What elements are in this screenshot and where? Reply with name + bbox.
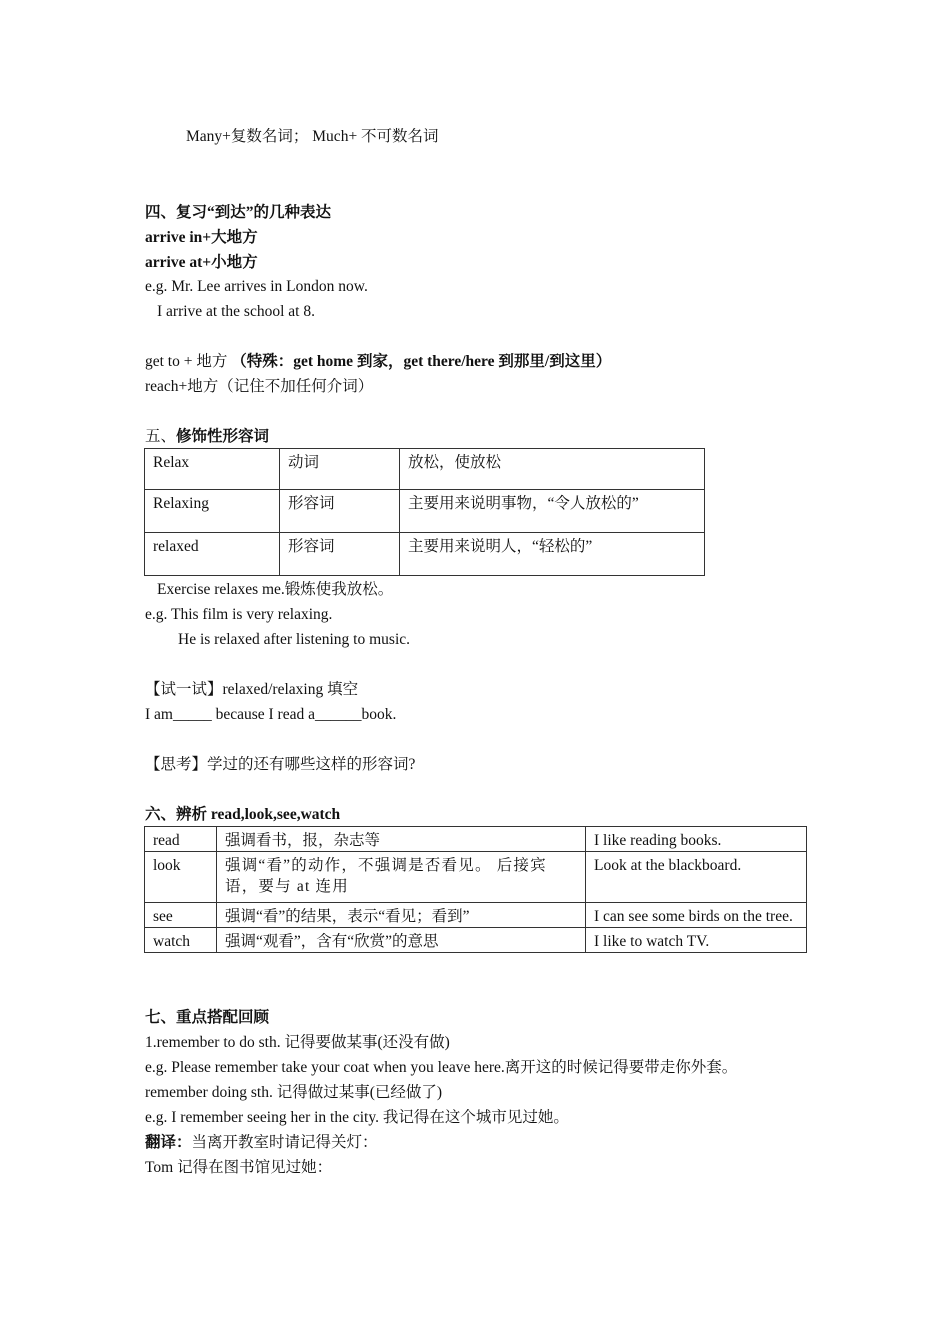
section-4-heading: 四、复习“到达”的几种表达 <box>145 204 332 221</box>
think-prompt: 【思考】学过的还有哪些这样的形容词? <box>145 756 416 773</box>
example-line: e.g. I remember seeing her in the city. 我记得在这个城市见过她。 <box>145 1109 569 1126</box>
table-row: Relaxing 形容词 主要用来说明事物，“令人放松的” <box>145 490 705 533</box>
get-to-rule <box>145 352 611 372</box>
fill-blank-question: I am_____ because I read a______book. <box>145 706 397 723</box>
collocation-line: 1.remember to do sth. 记得要做某事(还没有做) <box>145 1034 450 1051</box>
section-5-heading: 五、修饰性形容词 <box>145 428 270 445</box>
reach-rule: reach+地方（记住不加任何介词） <box>145 378 374 395</box>
arrive-in-rule: arrive in+大地方 <box>145 229 258 246</box>
example-line: e.g. This film is very relaxing. <box>145 606 333 623</box>
table-row: relaxed 形容词 主要用来说明人，“轻松的” <box>145 533 705 576</box>
adjective-table <box>144 448 705 576</box>
example-line: He is relaxed after listening to music. <box>178 631 411 648</box>
table-row: read 强调看书，报，杂志等 I like reading books. <box>145 827 807 852</box>
table-row: look 强调“看”的动作，不强调是否看见。 后接宾语，要与 at 连用 Look at the blackboard. <box>145 852 807 903</box>
example-line: e.g. Mr. Lee arrives in London now. <box>145 278 368 295</box>
get-to-text: get to + 地方 <box>145 353 232 370</box>
translation-task: 翻译：当离开教室时请记得关灯： <box>145 1134 378 1151</box>
section-7-heading: 七、重点搭配回顾 <box>145 1009 270 1026</box>
table-row: watch 强调“观看”，含有“欣赏”的意思 I like to watch TV. <box>145 928 807 953</box>
section-6-heading: 六、辨析 read,look,see,watch <box>145 806 341 823</box>
table-row: Relax 动词 放松，使放松 <box>145 449 705 490</box>
get-to-special: （特殊：get home 到家，get there/here 到那里/到这里） <box>231 353 612 370</box>
table-row: see 强调“看”的结果，表示“看见；看到” I can see some birds on the tree. <box>145 903 807 928</box>
example-line: Exercise relaxes me.锻炼使我放松。 <box>157 581 394 598</box>
arrive-at-rule: arrive at+小地方 <box>145 254 258 271</box>
example-line: I arrive at the school at 8. <box>157 303 315 320</box>
try-prompt: 【试一试】relaxed/relaxing 填空 <box>145 681 359 698</box>
many-much-rule: Many+复数名词； Much+ 不可数名词 <box>186 128 439 145</box>
example-line: e.g. Please remember take your coat when you leave here.离开这的时候记得要带走你外套。 <box>145 1059 738 1076</box>
collocation-line: remember doing sth. 记得做过某事(已经做了) <box>145 1084 443 1101</box>
translation-task: Tom 记得在图书馆见过她： <box>145 1159 333 1176</box>
verb-comparison-table <box>144 826 807 953</box>
